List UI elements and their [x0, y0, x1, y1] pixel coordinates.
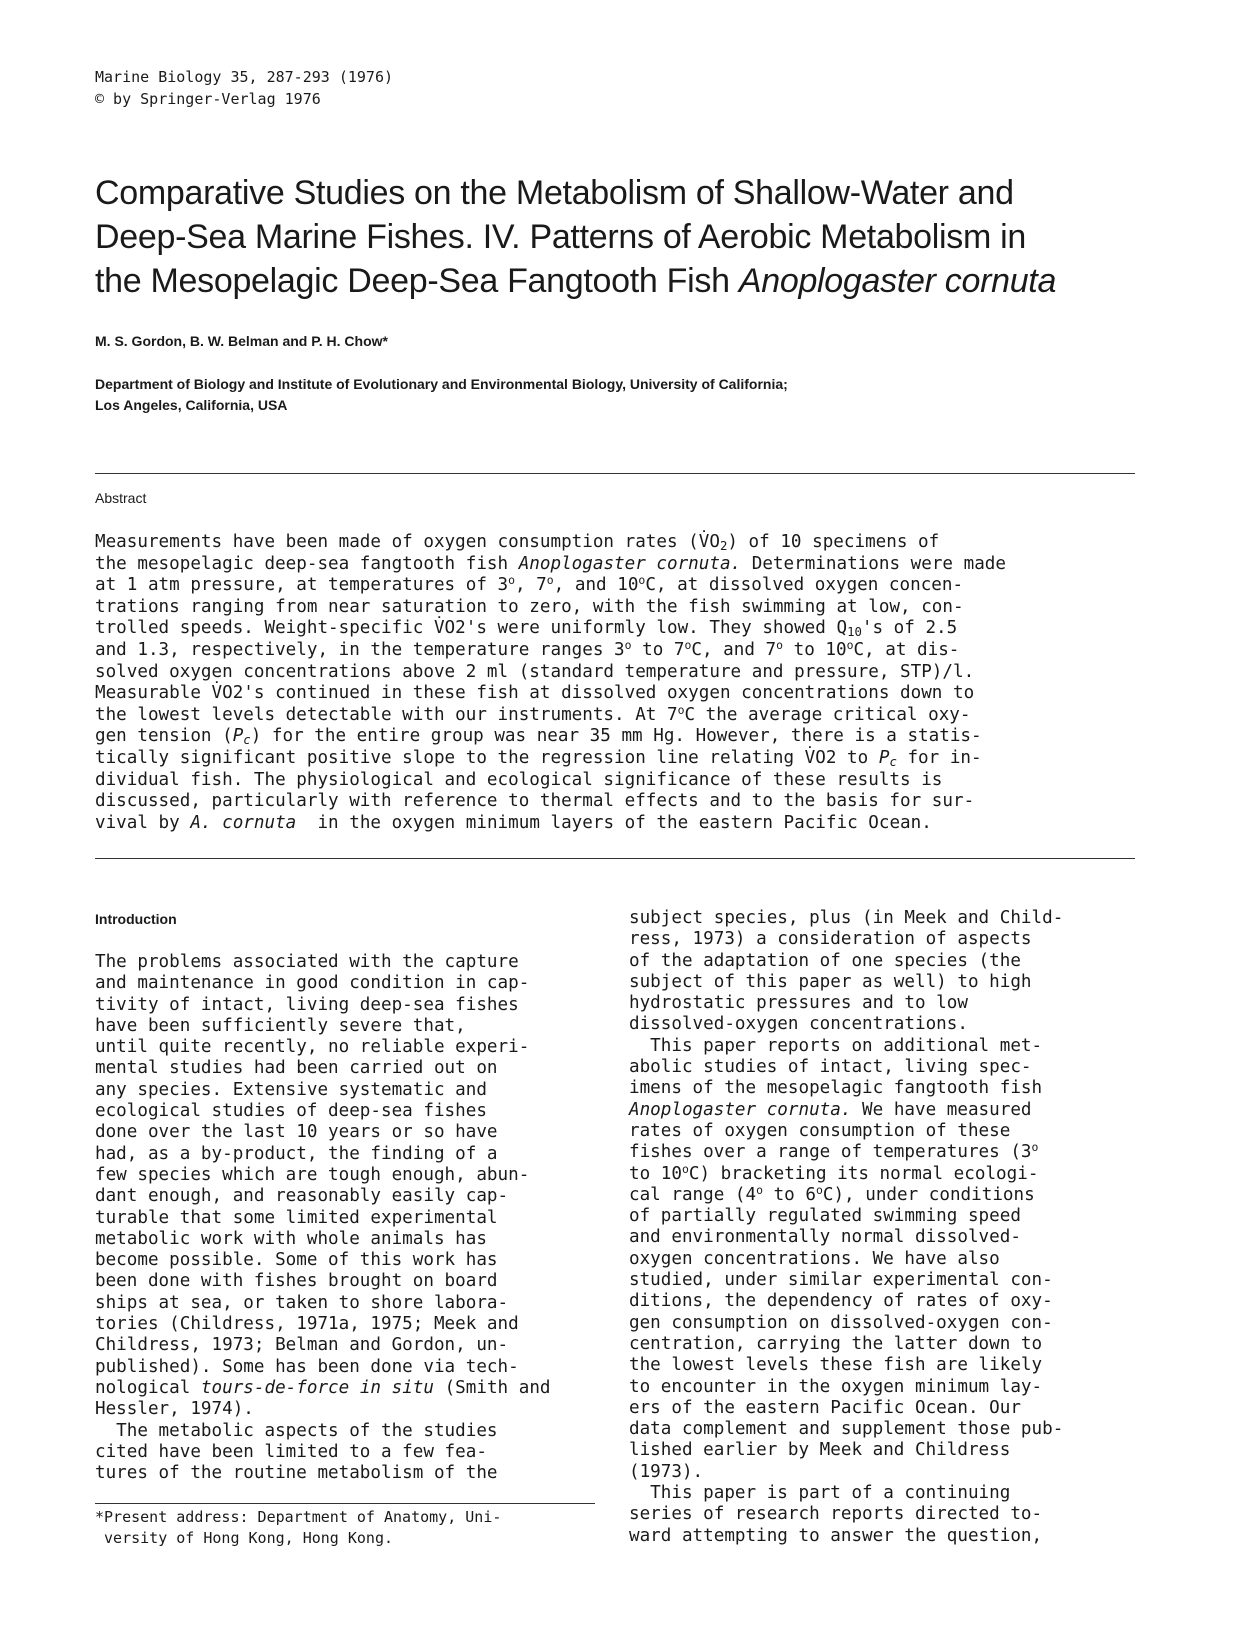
text-line: turable that some limited experimental [95, 1207, 498, 1228]
footnote-line-2: versity of Hong Kong, Hong Kong. [95, 1529, 394, 1547]
text-line: cited have been limited to a few fea- [95, 1441, 487, 1462]
affiliation [95, 374, 788, 416]
affiliation-line-2: Los Angeles, California, USA [95, 397, 288, 413]
abstract-line: Measurable V̇O2's continued in these fish at dissolved oxygen concentrations down to [95, 683, 975, 704]
text-line: Childress, 1973; Belman and Gordon, un- [95, 1335, 509, 1356]
journal-citation [95, 66, 393, 110]
text-line: subject species, plus (in Meek and Child- [629, 908, 1064, 928]
text-line: series of research reports directed to- [629, 1504, 1043, 1525]
title-line-3-text: the Mesopelagic Deep-Sea Fangtooth Fish [95, 262, 739, 300]
abstract-line: the lowest levels detectable with our instruments. At 7$^o$C the average critical oxy- [95, 702, 971, 725]
text-line: data complement and supplement those pub- [629, 1419, 1064, 1440]
text-line: subject of this paper as well) to high [629, 971, 1032, 992]
abstract-divider [95, 858, 1135, 859]
footnote-divider [95, 1503, 595, 1504]
text-line: This paper reports on additional met- [629, 1035, 1043, 1056]
journal-line-2: © by Springer-Verlag 1976 [95, 90, 321, 108]
right-column [629, 908, 1063, 1547]
text-line: few species which are tough enough, abun- [95, 1164, 530, 1185]
title-line-3 [95, 259, 1215, 303]
introduction-heading: Introduction [95, 911, 177, 927]
text-line: been done with fishes brought on board [95, 1271, 498, 1292]
abstract-line: and 1.3, respectively, in the temperature ranges 3$^o$ to 7$^o$C, and 7$^o$ to 10$^o$C, at dis- [95, 637, 960, 660]
text-line: the lowest levels these fish are likely [629, 1355, 1043, 1376]
text-line: This paper is part of a continuing [629, 1483, 1011, 1504]
authors: M. S. Gordon, B. W. Belman and P. H. Chow* [95, 333, 388, 349]
text-line: cal range (4$^o$ to 6$^o$C), under conditions [629, 1182, 1035, 1205]
text-line: fishes over a range of temperatures (3$^o$ [629, 1140, 1039, 1163]
text-line: dant enough, and reasonably easily cap- [95, 1186, 509, 1207]
title-species: Anoplogaster cornuta [738, 262, 1057, 300]
title-line-2: Deep-Sea Marine Fishes. IV. Patterns of Aerobic Metabolism in [95, 218, 1027, 256]
text-line: tivity of intact, living deep-sea fishes [95, 994, 519, 1015]
text-line: ress, 1973) a consideration of aspects [629, 929, 1032, 950]
text-line: gen consumption on dissolved-oxygen con- [629, 1312, 1053, 1333]
text-line: to 10$^o$C) bracketing its normal ecologi- [629, 1161, 1039, 1184]
footnote [95, 1507, 501, 1549]
text-line: The metabolic aspects of the studies [95, 1420, 498, 1441]
footnote-line-1: *Present address: Department of Anatomy, Uni- [95, 1508, 502, 1526]
text-line: ward attempting to answer the question, [629, 1525, 1043, 1546]
text-line: studied, under similar experimental con- [629, 1270, 1053, 1291]
abstract-line: trations ranging from near saturation to zero, with the fish swimming at low, con- [95, 596, 964, 617]
text-line: become possible. Some of this work has [95, 1250, 498, 1271]
text-line: ers of the eastern Pacific Ocean. Our [629, 1397, 1021, 1418]
text-line: nological tours-de-force in situ (Smith and [95, 1377, 551, 1398]
text-line: Anoplogaster cornuta. We have measured [629, 1099, 1032, 1120]
text-line: to encounter in the oxygen minimum lay- [629, 1376, 1043, 1397]
text-line: ships at sea, or taken to shore labora- [95, 1292, 509, 1313]
abstract-line: gen tension $(P_c)$ for the entire group was near 35 mm Hg. However, there is a statis- [95, 726, 982, 748]
text-line: until quite recently, no reliable experi- [95, 1037, 530, 1058]
abstract-line: Measurements have been made of oxygen consumption rates $(V̇O_2)$ of 10 specimens of [95, 532, 940, 553]
text-line: imens of the mesopelagic fangtooth fish [629, 1078, 1043, 1099]
abstract-line: trolled speeds. Weight-specific V̇O2's were uniformly low. They showed $Q_{10}'s$ of 2.5 [95, 618, 958, 640]
text-line: (1973). [629, 1461, 704, 1482]
abstract-line: discussed, particularly with reference to thermal effects and to the basis for sur- [95, 791, 975, 812]
abstract-line: tically significant positive slope to the regression line relating V̇O2 to $P_c$ for in- [95, 747, 982, 769]
text-line: centration, carrying the latter down to [629, 1333, 1043, 1354]
text-line: of partially regulated swimming speed [629, 1206, 1021, 1227]
text-line: ecological studies of deep-sea fishes [95, 1101, 487, 1122]
abstract-line: dividual fish. The physiological and ecological significance of these results is [95, 769, 943, 790]
text-line: had, as a by-product, the finding of a [95, 1143, 498, 1164]
abstract-line: vival by A. cornuta in the oxygen minimum layers of the eastern Pacific Ocean. [95, 812, 932, 833]
abstract-body [95, 532, 1155, 834]
text-line: any species. Extensive systematic and [95, 1079, 487, 1100]
text-line: metabolic work with whole animals has [95, 1228, 487, 1249]
text-line: tories (Childress, 1971a, 1975; Meek and [95, 1314, 519, 1335]
text-line: hydrostatic pressures and to low [629, 993, 968, 1014]
title-line-1: Comparative Studies on the Metabolism of Shallow-Water and [95, 174, 1014, 212]
text-line: and environmentally normal dissolved- [629, 1227, 1021, 1248]
abstract-line: at 1 atm pressure, at temperatures of 3$^o$, 7$^o$, and 10$^o$C, at dissolved oxygen concen- [95, 573, 964, 596]
affiliation-line-1: Department of Biology and Institute of Evolutionary and Environmental Biology, University of California; [95, 376, 788, 392]
text-line: have been sufficiently severe that, [95, 1015, 466, 1036]
text-line: lished earlier by Meek and Childress [629, 1440, 1011, 1461]
paper-title [95, 171, 1215, 303]
top-divider [95, 473, 1135, 474]
text-line: and maintenance in good condition in cap- [95, 973, 530, 994]
text-line: Hessler, 1974). [95, 1399, 254, 1420]
abstract-heading: Abstract [95, 490, 147, 506]
text-line: abolic studies of intact, living spec- [629, 1057, 1032, 1078]
text-line: published). Some has been done via tech- [95, 1356, 519, 1377]
abstract-line: solved oxygen concentrations above 2 ml (standard temperature and pressure, STP)/l. [95, 661, 975, 682]
text-line: dissolved-oxygen concentrations. [629, 1014, 968, 1035]
abstract-line: the mesopelagic deep-sea fangtooth fish Anoplogaster cornuta. Determinations were made [95, 553, 1006, 574]
text-line: oxygen concentrations. We have also [629, 1248, 1000, 1269]
text-line: mental studies had been carried out on [95, 1058, 498, 1079]
left-column [95, 952, 551, 1484]
text-line: ditions, the dependency of rates of oxy- [629, 1291, 1053, 1312]
text-line: of the adaptation of one species (the [629, 950, 1021, 971]
journal-line-1: Marine Biology 35, 287-293 (1976) [95, 68, 394, 86]
text-line: tures of the routine metabolism of the [95, 1463, 498, 1484]
text-line: The problems associated with the capture [95, 952, 519, 972]
text-line: done over the last 10 years or so have [95, 1122, 498, 1143]
text-line: rates of oxygen consumption of these [629, 1120, 1011, 1141]
